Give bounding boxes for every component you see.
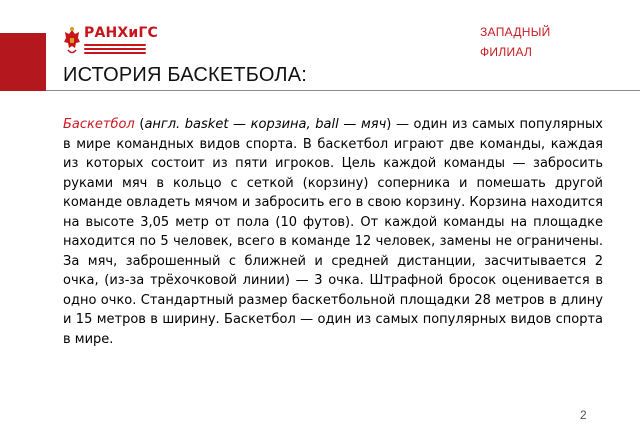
dash-1: — (228, 117, 251, 132)
accent-bar (0, 33, 46, 91)
gloss-ball: мяч (360, 117, 387, 132)
dash-2: — (338, 117, 361, 132)
title-divider (46, 90, 640, 91)
english-word-basket: basket (180, 117, 229, 132)
english-word-ball: ball (310, 117, 339, 132)
slide-title: ИСТОРИЯ БАСКЕТБОЛА: (63, 64, 308, 86)
double-headed-eagle-icon (63, 26, 81, 58)
branch-line-1: ЗАПАДНЫЙ (480, 25, 551, 39)
term-basketball: Баскетбол (63, 117, 135, 132)
paragraph-text: — один из самых популярных в мире командных видов спорта. В баскетбол играют две команды, каждая из которых состоит из пяти игроков. Цель каждой команды — забросить руками мяч в кольцо с сеткой (корзину) соперника и помешать другой команде овладеть мячом и забросить его в свою корзину. Корзина находится на высоте 3,05 метр от пола (10 футов). От каждой команды на площадке находится по 5 человек, всего в команде 12 человек, замены не ограничены. За мяч, заброшенный с ближней и средней дистанции, засчитывается 2 очка, (из-за трёхочковой линии) — 3 очка. Штрафной бросок оценивается в одно очко. Стандартный размер баскетбольной площадки 28 метров в длину и 15 метров в ширину. Баскетбол — один из самых популярных видов спорта в мире. (63, 117, 604, 347)
logo-name: РАНХиГС (84, 25, 159, 41)
body-paragraph (63, 115, 603, 349)
lang-abbrev: англ. (144, 117, 181, 132)
logo (63, 25, 159, 60)
page-number: 2 (580, 408, 587, 422)
logo-subtitle-lines (84, 44, 146, 56)
branch-line-2: ФИЛИАЛ (480, 45, 533, 59)
open-paren: ( (134, 117, 145, 132)
branch-label (480, 22, 620, 62)
close-paren: ) (386, 117, 392, 132)
gloss-basket: корзина, (250, 117, 311, 132)
